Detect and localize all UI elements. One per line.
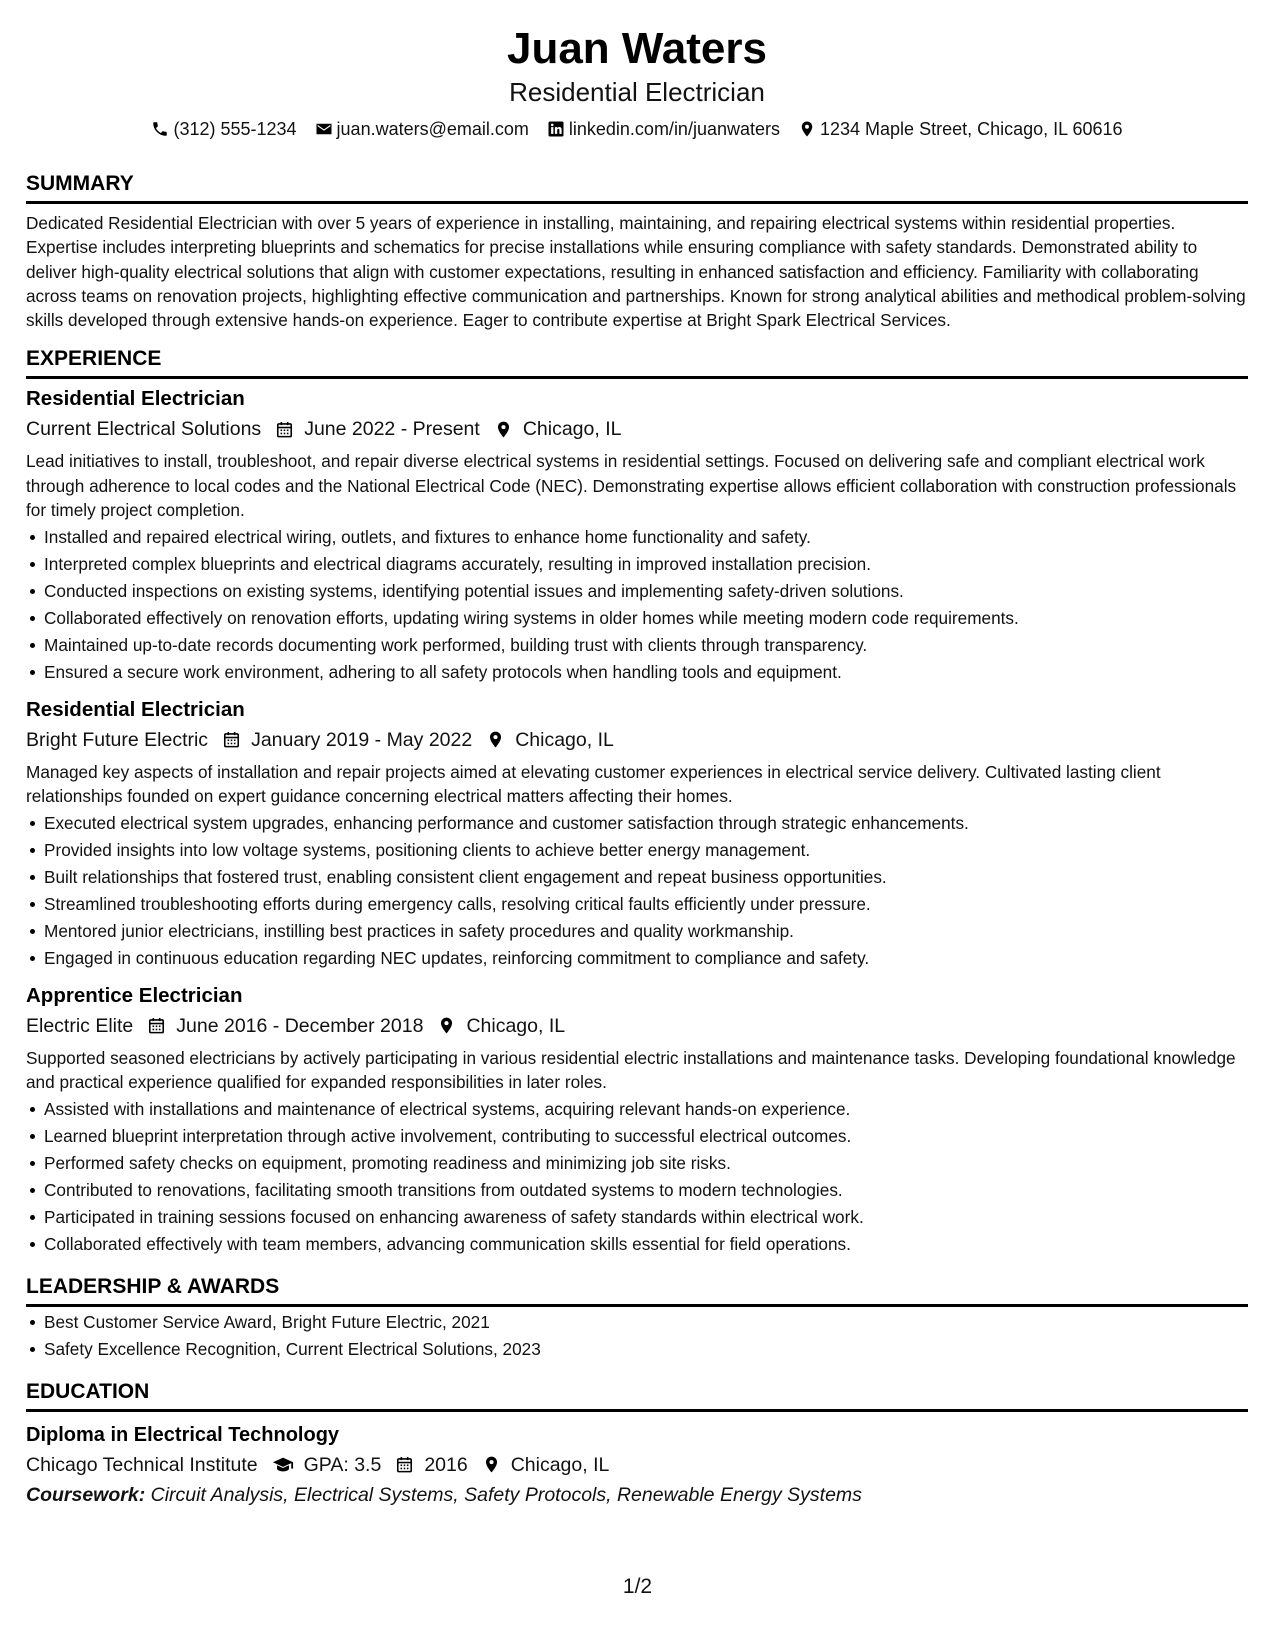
education-heading: EDUCATION	[26, 1379, 1248, 1412]
list-item: Safety Excellence Recognition, Current Electrical Solutions, 2023	[26, 1336, 1248, 1363]
calendar-icon	[222, 730, 241, 749]
list-item: Conducted inspections on existing systems, identifying potential issues and implementing safety-driven solutions.	[26, 578, 1248, 605]
list-item: Contributed to renovations, facilitating smooth transitions from outdated systems to modern technologies.	[26, 1177, 1248, 1204]
contact-address-text: 1234 Maple Street, Chicago, IL 60616	[820, 119, 1123, 139]
coursework-label: Coursework:	[26, 1483, 146, 1506]
location-pin-icon	[437, 1016, 456, 1035]
job-meta	[26, 414, 1248, 444]
experience-heading: EXPERIENCE	[26, 346, 1248, 379]
list-item: Interpreted complex blueprints and electrical diagrams accurately, resulting in improved installation precision.	[26, 551, 1248, 578]
school-name: Chicago Technical Institute	[26, 1453, 258, 1476]
list-item: Mentored junior electricians, instilling best practices in safety procedures and quality workmanship.	[26, 918, 1248, 945]
contact-linkedin[interactable]	[547, 117, 780, 141]
contact-linkedin-text: linkedin.com/in/juanwaters	[568, 119, 780, 139]
job-location	[437, 1011, 565, 1041]
list-item: Maintained up-to-date records documenting work performed, building trust with clients through transparency.	[26, 632, 1248, 659]
job-dates	[147, 1011, 423, 1041]
education-location	[482, 1450, 610, 1480]
list-item: Assisted with installations and maintenance of electrical systems, acquiring relevant hands-on experience.	[26, 1096, 1248, 1123]
job-company: Bright Future Electric	[26, 728, 209, 751]
summary-heading: SUMMARY	[26, 171, 1248, 204]
contact-address	[798, 117, 1123, 141]
awards-heading: LEADERSHIP & AWARDS	[26, 1274, 1248, 1307]
job-dates-text: June 2022 - Present	[304, 418, 480, 441]
list-item: Built relationships that fostered trust, enabling consistent client engagement and repeat business opportunities.	[26, 864, 1248, 891]
list-item: Ensured a secure work environment, adhering to all safety protocols when handling tools and equipment.	[26, 659, 1248, 686]
year-text: 2016	[424, 1453, 468, 1476]
job-entry	[26, 696, 1248, 972]
job-company: Current Electrical Solutions	[26, 418, 262, 441]
job-description: Supported seasoned electricians by actively participating in various residential electric installations and maintenance tasks. Developing foundational knowledge and practical experience qualified for expanded responsibilities in later roles.	[26, 1047, 1236, 1093]
gpa-text: GPA: 3.5	[303, 1453, 382, 1476]
job-bullets	[26, 524, 1248, 685]
job-location	[486, 725, 614, 755]
job-bullets	[26, 1096, 1248, 1257]
awards-list	[26, 1309, 1248, 1363]
list-item: Best Customer Service Award, Bright Future Electric, 2021	[26, 1309, 1248, 1336]
job-location-text: Chicago, IL	[466, 1014, 566, 1037]
education-year	[395, 1450, 467, 1480]
candidate-role: Residential Electrician	[509, 77, 765, 107]
candidate-name: Juan Waters	[506, 24, 767, 73]
list-item: Engaged in continuous education regarding NEC updates, reinforcing commitment to compliance and safety.	[26, 945, 1248, 972]
list-item: Participated in training sessions focused on enhancing awareness of safety standards within electrical work.	[26, 1204, 1248, 1231]
job-meta	[26, 725, 1248, 755]
list-item: Collaborated effectively on renovation efforts, updating wiring systems in older homes while meeting modern code requirements.	[26, 605, 1248, 632]
job-location-text: Chicago, IL	[515, 728, 614, 751]
list-item: Provided insights into low voltage systems, positioning clients to achieve better energy management.	[26, 837, 1248, 864]
contact-email-text: juan.waters@email.com	[336, 119, 529, 139]
resume-header	[26, 22, 1248, 141]
job-location	[494, 414, 622, 444]
calendar-icon	[147, 1016, 166, 1035]
job-bullets	[26, 810, 1248, 971]
location-pin-icon	[798, 120, 816, 138]
location-pin-icon	[494, 420, 513, 439]
location-pin-icon	[482, 1455, 501, 1474]
job-meta	[26, 1011, 1248, 1041]
job-dates-text: June 2016 - December 2018	[176, 1014, 424, 1037]
graduation-cap-icon	[272, 1454, 294, 1476]
contact-email[interactable]	[315, 117, 529, 141]
degree-title: Diploma in Electrical Technology	[26, 1423, 340, 1446]
job-entry	[26, 982, 1248, 1258]
job-description: Lead initiatives to install, troubleshoot, and repair diverse electrical systems in residential settings. Focused on delivering safe and compliant electrical work through adherence to local codes and the National Electrical Code (NEC). Demonstrating expertise allows efficient collaboration with construction professionals for timely project completion.	[26, 451, 1237, 521]
coursework	[26, 1480, 1248, 1510]
coursework-text: Circuit Analysis, Electrical Systems, Safety Protocols, Renewable Energy Systems	[150, 1483, 862, 1506]
job-title: Apprentice Electrician	[26, 983, 243, 1007]
list-item: Collaborated effectively with team members, advancing communication skills essential for field operations.	[26, 1231, 1248, 1258]
job-location-text: Chicago, IL	[522, 418, 622, 441]
list-item: Streamlined troubleshooting efforts during emergency calls, resolving critical faults efficiently under pressure.	[26, 891, 1248, 918]
list-item: Performed safety checks on equipment, promoting readiness and minimizing job site risks.	[26, 1150, 1248, 1177]
job-dates	[222, 725, 472, 755]
calendar-icon	[395, 1455, 414, 1474]
contact-phone[interactable]	[151, 117, 296, 141]
job-dates-text: January 2019 - May 2022	[251, 728, 473, 751]
list-item: Installed and repaired electrical wiring, outlets, and fixtures to enhance home functionality and safety.	[26, 524, 1248, 551]
contact-bar	[26, 117, 1248, 141]
resume-page	[26, 22, 1248, 1510]
education-gpa	[272, 1450, 382, 1480]
list-item: Learned blueprint interpretation through active involvement, contributing to successful electrical outcomes.	[26, 1123, 1248, 1150]
job-title: Residential Electrician	[26, 387, 245, 411]
page-number: 1/2	[622, 1575, 653, 1598]
list-item: Executed electrical system upgrades, enhancing performance and customer satisfaction through strategic enhancements.	[26, 810, 1248, 837]
job-dates	[275, 414, 480, 444]
job-company: Electric Elite	[26, 1014, 134, 1037]
location-pin-icon	[486, 730, 505, 749]
job-title: Residential Electrician	[26, 697, 245, 721]
education-meta	[26, 1450, 1248, 1480]
linkedin-icon	[547, 120, 565, 138]
contact-phone-text: (312) 555-1234	[173, 119, 297, 139]
job-description: Managed key aspects of installation and repair projects aimed at elevating customer experiences in electrical service delivery. Cultivated lasting client relationships founded on expert guidance concerning electrical matters affecting their homes.	[26, 761, 1161, 807]
summary-text: Dedicated Residential Electrician with over 5 years of experience in installing, maintaining, and repairing electrical systems within residential properties. Expertise includes interpreting blueprints and schematics for precise installations while ensuring compliance with safety standards. Demonstrated ability to deliver high-quality electrical solutions that align with customer expectations, resulting in enhanced satisfaction and efficiency. Familiarity with collaborating across teams on renovation projects, highlighting effective communication and partnerships. Known for strong analytical abilities and methodical problem-solving skills developed through extensive hands-on experience. Eager to contribute expertise at Bright Spark Electrical Services.	[26, 213, 1246, 331]
email-icon	[315, 120, 333, 138]
phone-icon	[151, 120, 169, 138]
calendar-icon	[275, 420, 294, 439]
job-entry	[26, 385, 1248, 685]
education-location-text: Chicago, IL	[510, 1453, 610, 1476]
